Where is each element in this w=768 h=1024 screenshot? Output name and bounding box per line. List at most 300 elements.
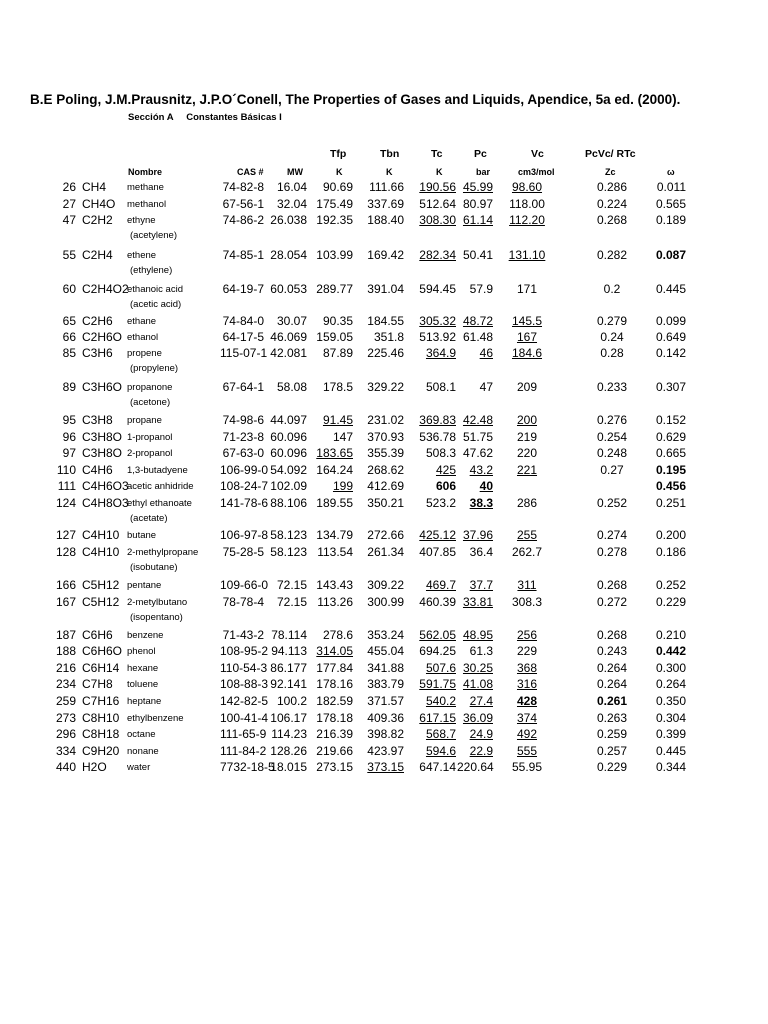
cell-tc: 282.34 [419,248,456,262]
cell-omega: 0.229 [655,595,686,609]
table-row [0,711,768,727]
cell-tfp: 177.84 [316,661,353,675]
cell-tc: 508.1 [425,380,456,394]
cell-zc: 0.2 [603,282,621,296]
cell-tc: 591.75 [419,677,456,691]
table-row [0,180,768,196]
cell-cas: 78-78-4 [222,595,264,609]
cell-tbn: 370.93 [367,430,404,444]
cell-tc: 305.32 [419,314,456,328]
cell-mw: 16.04 [276,180,307,194]
cell-omega: 0.304 [655,711,686,725]
table-row [0,314,768,330]
cell-tc: 190.56 [419,180,456,194]
compound-alias: (acetic acid) [130,299,182,310]
table-row [0,380,768,396]
cell-tc: 523.2 [425,496,456,510]
cell-name: 2-metylbutano [127,597,188,608]
cell-tfp: 314.05 [316,644,353,658]
cell-name: butane [127,530,157,541]
cell-tbn: 309.22 [367,578,404,592]
cell-tc: 568.7 [425,727,456,741]
cell-name: 2-methylpropane [127,547,199,558]
cell-omega: 0.210 [655,628,686,642]
cell-omega: 0.099 [655,314,686,328]
cell-tc: 606 [435,479,456,493]
col-tbn-unit: K [386,167,393,177]
table-row [0,595,768,611]
section-subtitle [128,112,292,123]
cell-omega: 0.300 [655,661,686,675]
cell-id: 96 [62,430,76,444]
cell-omega: 0.189 [655,213,686,227]
cell-tbn: 350.21 [367,496,404,510]
table-row [0,744,768,760]
compound-alias: (isobutane) [130,562,178,573]
cell-vc: 255 [516,528,538,542]
cell-zc: 0.278 [596,545,628,559]
cell-mw: 106.17 [270,711,307,725]
table-row [0,446,768,462]
cell-tfp: 178.18 [316,711,353,725]
cell-tc: 594.45 [419,282,456,296]
compound-alias: (acetylene) [130,230,177,241]
cell-tbn: 225.46 [367,346,404,360]
table-row [0,528,768,544]
cell-vc: 311 [517,578,537,592]
cell-id: 89 [62,380,76,394]
cell-pc: 50.41 [462,248,493,262]
cell-name: 1-propanol [127,432,173,443]
table-row [0,628,768,644]
cell-pc: 220.64 [457,760,494,774]
col-cas-header: CAS # [237,167,264,177]
cell-vc: 167 [516,330,538,344]
col-omega-header: ω [667,167,675,177]
cell-tc: 364.9 [425,346,456,360]
cell-formula: C4H10 [82,528,120,542]
cell-tc: 647.14 [419,760,456,774]
cell-tbn: 261.34 [367,545,404,559]
cell-name: toluene [127,679,159,690]
cell-tfp: 113.26 [317,595,353,609]
cell-id: 27 [62,197,76,211]
cell-vc: 262.7 [511,545,543,559]
cell-name: propane [127,415,162,426]
cell-omega: 0.087 [655,248,686,262]
cell-formula: C9H20 [82,744,120,758]
cell-tbn: 423.97 [367,744,404,758]
cell-tbn: 351.8 [373,330,404,344]
table-row [0,677,768,693]
cell-pc: 41.08 [462,677,493,691]
cell-id: 97 [62,446,76,460]
cell-tfp: 183.65 [316,446,353,460]
cell-name: 2-propanol [127,448,173,459]
cell-zc: 0.286 [596,180,628,194]
cell-pc: 37.96 [462,528,493,542]
cell-zc: 0.233 [596,380,628,394]
cell-name: hexane [127,663,159,674]
cell-tc: 540.2 [425,694,456,708]
cell-tfp: 143.43 [316,578,353,592]
cell-tfp: 219.66 [316,744,353,758]
cell-pc: 43.2 [469,463,493,477]
cell-tbn: 409.36 [367,711,404,725]
cell-name: methanol [127,199,167,210]
cell-tfp: 189.55 [316,496,353,510]
cell-omega: 0.565 [655,197,686,211]
cell-pc: 61.14 [462,213,493,227]
cell-vc: 209 [516,380,538,394]
cell-cas: 75-28-5 [222,545,264,559]
cell-mw: 42.081 [270,346,307,360]
table-row [0,727,768,743]
cell-pc: 36.4 [469,545,493,559]
cell-pc: 37.7 [469,578,493,592]
cell-tc: 460.39 [419,595,456,609]
cell-omega: 0.629 [655,430,686,444]
cell-tc: 507.6 [425,661,456,675]
table-row [0,197,768,213]
cell-mw: 28.054 [270,248,307,262]
cell-pc: 27.4 [469,694,493,708]
cell-omega: 0.251 [655,496,686,510]
cell-name: propanone [127,382,173,393]
cell-formula: C6H6 [82,628,113,642]
cell-cas: 67-63-0 [222,446,264,460]
cell-cas: 108-24-7 [220,479,269,493]
cell-formula: C7H16 [82,694,120,708]
cell-cas: 106-97-8 [220,528,269,542]
cell-formula: C2H6 [82,314,113,328]
cell-name: ethane [127,316,157,327]
cell-omega: 0.252 [655,578,686,592]
cell-name: propene [127,348,162,359]
col-tc-header: Tc [431,148,443,160]
cell-cas: 100-41-4 [220,711,269,725]
cell-mw: 72.15 [276,595,307,609]
cell-pc: 33.81 [462,595,493,609]
col-zc-header: Zc [605,167,616,177]
cell-tc: 513.92 [419,330,456,344]
compound-alias: (acetate) [130,513,168,524]
cell-tfp: 164.24 [316,463,353,477]
cell-id: 66 [62,330,76,344]
cell-vc: 55.95 [511,760,543,774]
cell-tbn: 383.79 [367,677,404,691]
cell-tc: 369.83 [419,413,456,427]
cell-zc: 0.272 [596,595,628,609]
cell-mw: 60.096 [270,446,307,460]
cell-pc: 36.09 [462,711,493,725]
section-name: Constantes Básicas I [186,112,282,123]
cell-cas: 74-86-2 [222,213,264,227]
cell-zc: 0.254 [596,430,628,444]
col-mw-header: MW [287,167,303,177]
cell-zc: 0.263 [596,711,628,725]
cell-mw: 60.053 [270,282,307,296]
cell-omega: 0.307 [655,380,686,394]
table-row [0,346,768,362]
cell-id: 296 [55,727,76,741]
cell-cas: 109-66-0 [220,578,269,592]
cell-mw: 60.096 [270,430,307,444]
cell-pc: 57.9 [469,282,493,296]
table-row [0,479,768,495]
cell-tc: 512.64 [419,197,456,211]
cell-zc: 0.274 [596,528,628,542]
cell-vc: 220 [516,446,538,460]
cell-pc: 42.48 [462,413,493,427]
cell-id: 334 [55,744,76,758]
cell-cas: 7732-18-5 [220,760,275,774]
cell-id: 65 [62,314,76,328]
cell-formula: C4H6O3 [82,479,129,493]
cell-tfp: 278.6 [322,628,353,642]
cell-cas: 71-23-8 [222,430,264,444]
cell-pc: 46 [479,346,493,360]
cell-zc: 0.243 [596,644,628,658]
table-row [0,661,768,677]
cell-omega: 0.344 [655,760,686,774]
cell-name: heptane [127,696,162,707]
cell-name: octane [127,729,156,740]
cell-pc: 38.3 [469,496,493,510]
table-row [0,463,768,479]
cell-tfp: 273.15 [316,760,353,774]
cell-tbn: 391.04 [367,282,404,296]
cell-vc: 308.3 [511,595,543,609]
cell-zc: 0.259 [596,727,628,741]
cell-cas: 74-84-0 [222,314,264,328]
table-row [0,213,768,229]
cell-formula: C6H6O [82,644,123,658]
cell-id: 60 [62,282,76,296]
cell-pc: 30.25 [462,661,493,675]
cell-name: water [127,762,151,773]
cell-mw: 128.26 [270,744,307,758]
cell-mw: 100.2 [276,694,307,708]
cell-omega: 0.186 [655,545,686,559]
cell-pc: 47 [479,380,493,394]
cell-tbn: 231.02 [367,413,404,427]
cell-id: 55 [62,248,76,262]
cell-formula: C5H12 [82,578,120,592]
cell-vc: 368 [516,661,538,675]
cell-cas: 74-85-1 [222,248,264,262]
cell-vc: 492 [516,727,538,741]
cell-tbn: 341.88 [367,661,404,675]
cell-tfp: 134.79 [316,528,353,542]
cell-tfp: 192.35 [316,213,353,227]
document-title: B.E Poling, J.M.Prausnitz, J.P.O´Conell, The Properties of Gases and Liquids, Apendice, 5a ed. (2000). [30,92,681,107]
cell-vc: 219 [516,430,538,444]
cell-tbn: 111.66 [369,180,404,194]
cell-name: phenol [127,646,156,657]
cell-tbn: 455.04 [367,644,404,658]
cell-id: 234 [55,677,76,691]
cell-formula: C8H18 [82,727,120,741]
cell-name: ethene [127,250,157,261]
cell-tc: 508.3 [425,446,456,460]
cell-id: 85 [62,346,76,360]
cell-tbn: 329.22 [367,380,404,394]
cell-zc: 0.257 [596,744,628,758]
table-row [0,578,768,594]
cell-zc: 0.268 [596,628,628,642]
cell-mw: 78.114 [271,628,307,642]
cell-tfp: 199 [332,479,353,493]
cell-tfp: 289.77 [316,282,353,296]
cell-id: 127 [55,528,76,542]
table-row [0,330,768,346]
cell-omega: 0.350 [655,694,686,708]
cell-tc: 694.25 [419,644,456,658]
cell-omega: 0.445 [655,282,686,296]
cell-mw: 86.177 [270,661,307,675]
cell-omega: 0.445 [655,744,686,758]
cell-mw: 58.123 [270,528,307,542]
cell-mw: 88.106 [270,496,307,510]
col-pc-header: Pc [474,148,487,160]
cell-vc: 131.10 [508,248,546,262]
table-row [0,430,768,446]
cell-omega: 0.195 [655,463,686,477]
cell-name: 1,3-butadyene [127,465,188,476]
cell-omega: 0.665 [655,446,686,460]
cell-omega: 0.399 [655,727,686,741]
cell-vc: 171 [516,282,538,296]
col-nombre-header: Nombre [128,167,163,177]
cell-cas: 67-56-1 [222,197,264,211]
cell-pc: 24.9 [469,727,493,741]
cell-tfp: 87.89 [322,346,353,360]
cell-id: 216 [55,661,76,675]
cell-cas: 111-65-9 [220,727,267,741]
cell-mw: 92.141 [270,677,307,691]
cell-id: 166 [55,578,76,592]
cell-name: pentane [127,580,162,591]
cell-tc: 407.85 [419,545,456,559]
cell-id: 188 [55,644,76,658]
cell-id: 273 [55,711,76,725]
cell-zc: 0.282 [596,248,628,262]
table-row [0,282,768,298]
col-pcvc-header: PcVc/ RTc [585,148,636,160]
cell-tbn: 355.39 [367,446,404,460]
cell-tfp: 216.39 [316,727,353,741]
cell-pc: 51.75 [462,430,493,444]
cell-cas: 142-82-5 [220,694,269,708]
cell-mw: 58.08 [276,380,307,394]
cell-formula: C2H6O [82,330,123,344]
cell-tfp: 182.59 [316,694,353,708]
cell-mw: 114.23 [271,727,307,741]
cell-formula: C7H8 [82,677,113,691]
cell-name: benzene [127,630,164,641]
cell-tfp: 113.54 [317,545,353,559]
cell-mw: 94.113 [271,644,307,658]
cell-name: ethyne [127,215,156,226]
cell-omega: 0.011 [656,180,686,194]
cell-name: nonane [127,746,159,757]
cell-tc: 594.6 [425,744,456,758]
cell-mw: 44.097 [270,413,307,427]
cell-zc: 0.248 [596,446,628,460]
cell-cas: 64-19-7 [222,282,264,296]
cell-tbn: 268.62 [367,463,404,477]
cell-id: 440 [55,760,76,774]
cell-name: ethylbenzene [127,713,184,724]
cell-omega: 0.142 [655,346,686,360]
cell-formula: C5H12 [82,595,120,609]
cell-formula: C2H2 [82,213,113,227]
cell-formula: C2H4 [82,248,113,262]
col-tbn-header: Tbn [380,148,400,160]
cell-zc: 0.264 [596,677,628,691]
cell-zc: 0.224 [596,197,628,211]
col-vc-unit: cm3/mol [518,167,555,177]
cell-formula: C3H8O [82,446,123,460]
cell-id: 111 [57,479,76,493]
compound-alias: (isopentano) [130,612,183,623]
col-pc-unit: bar [476,167,491,177]
cell-vc: 221 [516,463,538,477]
cell-formula: C8H10 [82,711,120,725]
cell-name: ethyl ethanoate [127,498,192,509]
cell-tbn: 300.99 [367,595,404,609]
col-tfp-header: Tfp [330,148,347,160]
cell-name: methane [127,182,164,193]
cell-id: 167 [55,595,76,609]
cell-cas: 74-98-6 [222,413,264,427]
compound-alias: (ethylene) [130,265,173,276]
compound-alias: (acetone) [130,397,171,408]
cell-cas: 67-64-1 [222,380,264,394]
table-row [0,248,768,264]
cell-id: 259 [55,694,76,708]
cell-id: 124 [55,496,76,510]
cell-tfp: 103.99 [316,248,353,262]
cell-zc: 0.264 [596,661,628,675]
cell-tbn: 337.69 [367,197,404,211]
cell-tc: 562.05 [419,628,456,642]
cell-zc: 0.268 [596,578,628,592]
col-vc-header: Vc [531,148,544,160]
col-tc-unit: K [436,167,443,177]
cell-mw: 72.15 [276,578,307,592]
cell-tc: 536.78 [419,430,456,444]
table-row [0,413,768,429]
cell-vc: 118.00 [509,197,545,211]
cell-omega: 0.264 [655,677,686,691]
table-row [0,545,768,561]
cell-id: 47 [62,213,76,227]
cell-tc: 469.7 [425,578,456,592]
cell-name: ethanol [127,332,159,343]
cell-id: 187 [55,628,76,642]
cell-cas: 106-99-0 [220,463,269,477]
cell-tbn: 272.66 [367,528,404,542]
cell-formula: CH4 [82,180,107,194]
cell-tbn: 412.69 [367,479,404,493]
cell-formula: C4H10 [82,545,120,559]
cell-omega: 0.152 [655,413,686,427]
cell-vc: 428 [516,694,538,708]
cell-formula: C3H6 [82,346,113,360]
cell-tfp: 159.05 [316,330,353,344]
